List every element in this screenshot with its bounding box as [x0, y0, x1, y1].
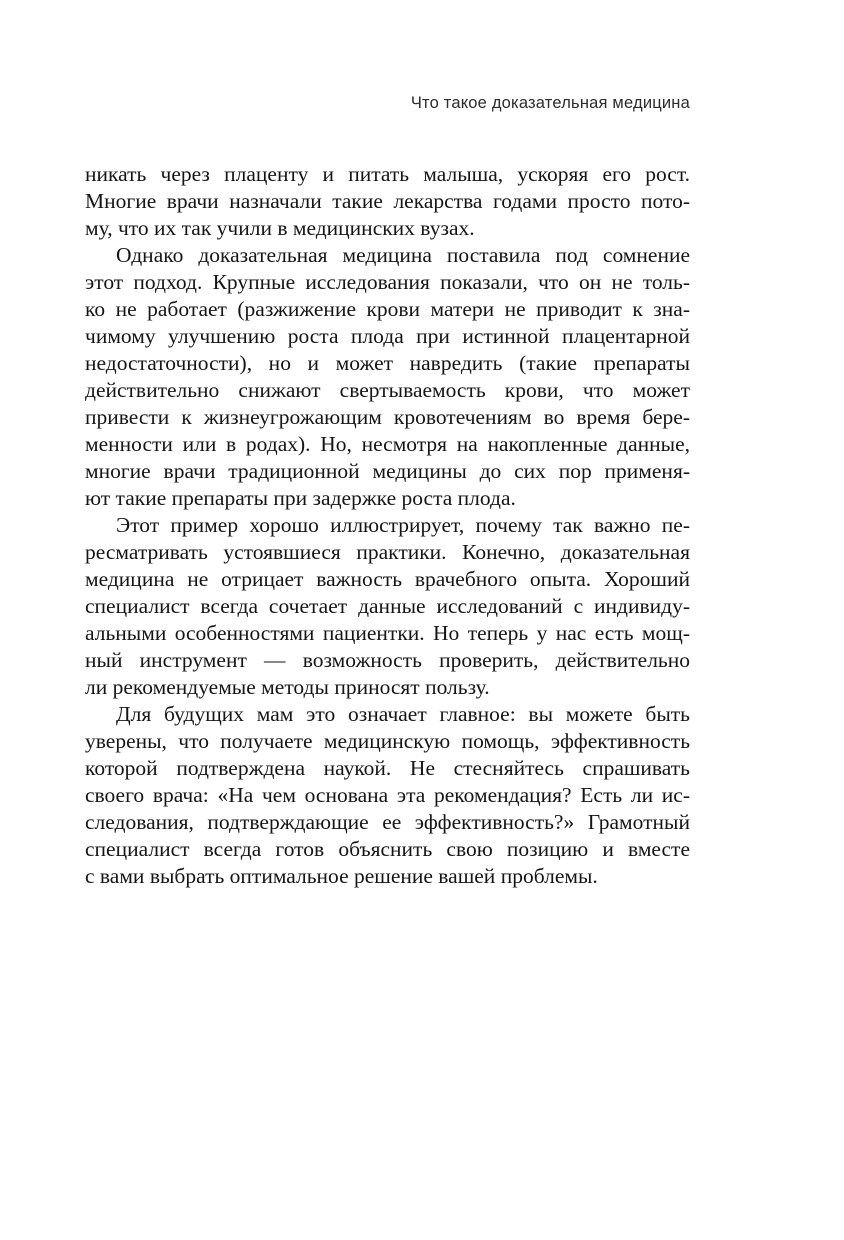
text-line: действительно снижают свертываемость крови, что может	[85, 378, 690, 402]
text-line: следования, подтверждающие ее эффективность?» Грамотный	[85, 810, 690, 834]
text-line: с вами выбрать оптимальное решение вашей проблемы.	[85, 864, 598, 888]
text-line: недостаточности), но и может навредить (такие препараты	[85, 351, 690, 375]
text-line: менности или в родах). Но, несмотря на накопленные данные,	[85, 432, 690, 456]
text-line: му, что их так учили в медицинских вузах.	[85, 216, 475, 240]
text-line: уверены, что получаете медицинскую помощь, эффективность	[85, 729, 690, 753]
text-line: никать через плаценту и питать малыша, ускоряя его рост.	[85, 162, 690, 186]
running-header: Что такое доказательная медицина	[410, 94, 690, 112]
text-line: Многие врачи назначали такие лекарства годами просто пото-	[85, 189, 690, 213]
text-line: ко не работает (разжижение крови матери не приводит к зна-	[85, 297, 690, 321]
text-line: Однако доказательная медицина поставила под сомнение	[116, 243, 690, 267]
text-line: многие врачи традиционной медицины до сих пор применя-	[85, 459, 690, 483]
text-line: этот подход. Крупные исследования показали, что он не толь-	[85, 270, 690, 294]
text-line: Для будущих мам это означает главное: вы можете быть	[116, 702, 690, 726]
text-line: Этот пример хорошо иллюстрирует, почему так важно пе-	[116, 513, 690, 537]
text-line: специалист всегда готов объяснить свою позицию и вместе	[85, 837, 690, 861]
text-line: привести к жизнеугрожающим кровотечениям во время бере-	[85, 405, 690, 429]
text-line: альными особенностями пациентки. Но теперь у нас есть мощ-	[85, 621, 690, 645]
text-line: ный инструмент — возможность проверить, действительно	[85, 648, 690, 672]
text-line: ресматривать устоявшиеся практики. Конечно, доказательная	[85, 540, 690, 564]
body-text	[85, 161, 690, 890]
text-line: медицина не отрицает важность врачебного опыта. Хороший	[85, 567, 690, 591]
text-line: ют такие препараты при задержке роста плода.	[85, 486, 516, 510]
text-line: которой подтверждена наукой. Не стесняйтесь спрашивать	[85, 756, 690, 780]
text-line: своего врача: «На чем основана эта рекомендация? Есть ли ис-	[85, 783, 690, 807]
text-line: чимому улучшению роста плода при истинной плацентарной	[85, 324, 690, 348]
text-line: ли рекомендуемые методы приносят пользу.	[85, 675, 490, 699]
text-line: специалист всегда сочетает данные исследований с индивиду-	[85, 594, 690, 618]
